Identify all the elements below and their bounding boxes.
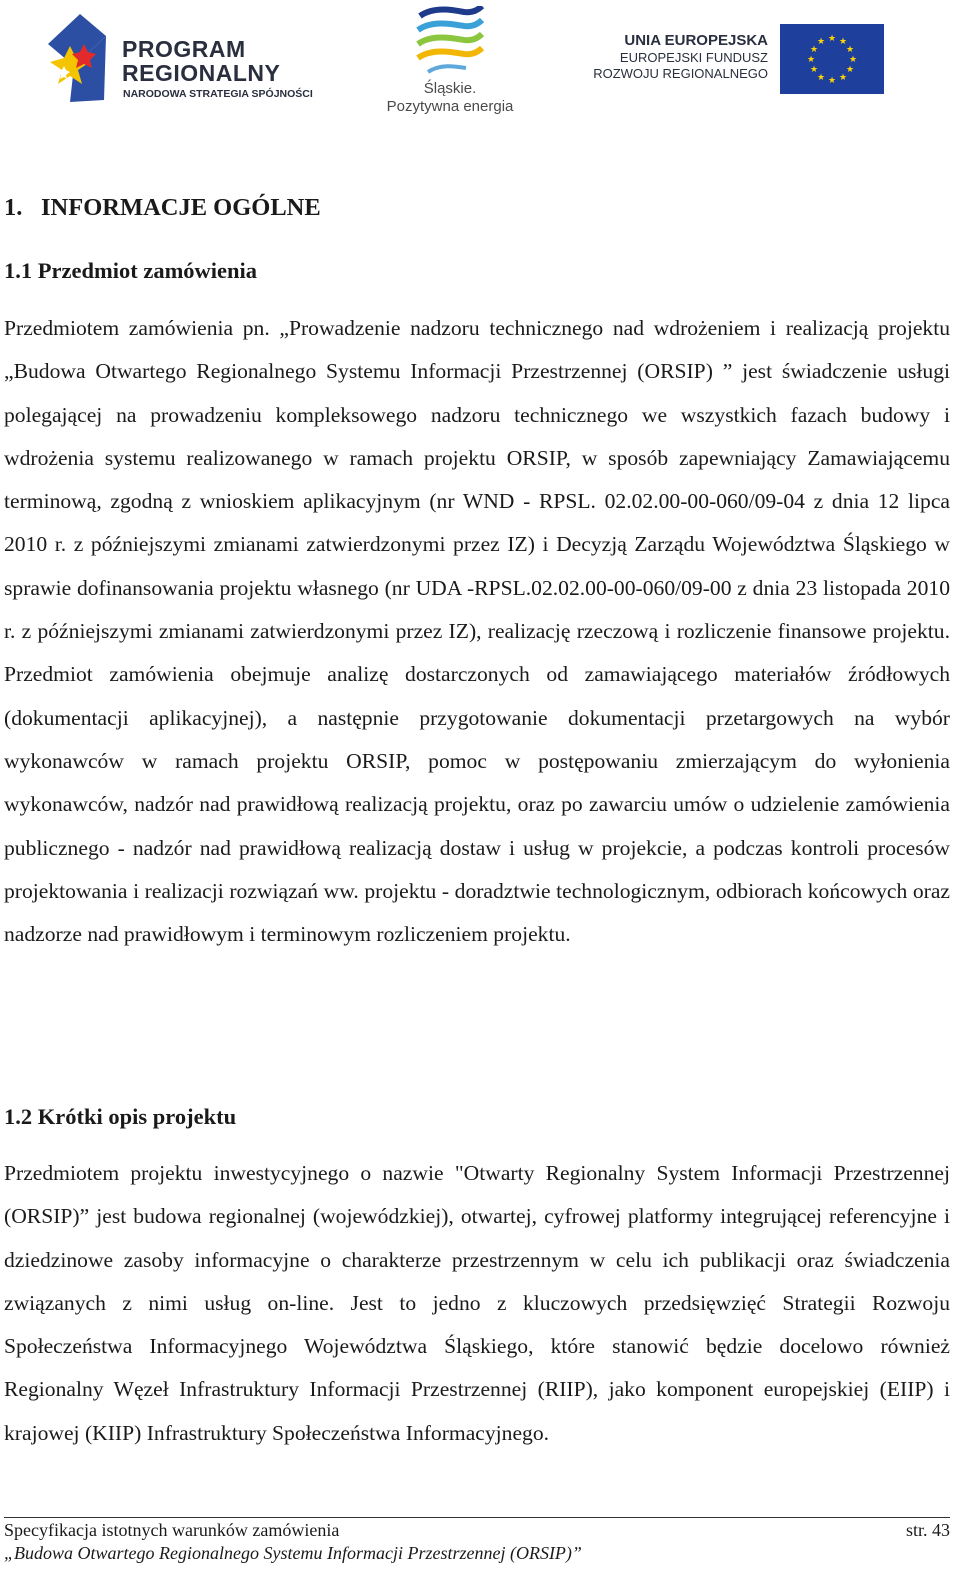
svg-text:★: ★ xyxy=(809,65,819,75)
eu-logo-line2: EUROPEJSKI FUNDUSZ xyxy=(619,50,768,65)
header-logos xyxy=(0,0,960,125)
svg-text:★: ★ xyxy=(806,55,816,65)
eu-logo xyxy=(588,24,888,96)
eu-logo-line1: UNIA EUROPEJSKA xyxy=(624,32,768,49)
section-title: INFORMACJE OGÓLNE xyxy=(41,194,321,221)
slaskie-logo-name: Śląskie. xyxy=(423,80,477,97)
svg-text:★: ★ xyxy=(848,55,858,65)
svg-text:★: ★ xyxy=(809,45,819,55)
footer-project-name: „Budowa Otwartego Regionalnego Systemu Informacji Przestrzennej (ORSIP)” xyxy=(4,1543,582,1563)
slaskie-logo xyxy=(380,6,520,118)
slaskie-waves-icon xyxy=(414,6,486,78)
svg-text:★: ★ xyxy=(838,37,848,47)
svg-text:★: ★ xyxy=(838,73,848,83)
subsection-heading-1-1: 1.1 Przedmiot zamówienia xyxy=(4,258,258,283)
eu-stars-icon xyxy=(780,24,884,94)
program-logo-line1: PROGRAM xyxy=(122,36,246,62)
eu-logo-text xyxy=(593,32,768,82)
section-heading-1 xyxy=(4,194,321,222)
program-regionalny-logo xyxy=(44,14,334,104)
footer-document-title: Specyfikacja istotnych warunków zamówienia xyxy=(4,1520,340,1540)
svg-text:★: ★ xyxy=(816,73,826,83)
footer-divider xyxy=(4,1517,950,1518)
slaskie-logo-tagline: Pozytywna energia xyxy=(386,98,514,115)
footer-page-number: str. 43 xyxy=(905,1520,950,1540)
svg-text:★: ★ xyxy=(845,45,855,55)
eu-logo-line3: ROZWOJU REGIONALNEGO xyxy=(593,66,768,81)
svg-text:★: ★ xyxy=(816,37,826,47)
eu-flag-icon xyxy=(780,24,884,94)
section-number: 1. xyxy=(4,194,23,221)
svg-text:★: ★ xyxy=(827,76,837,86)
program-logo-subtitle: NARODOWA STRATEGIA SPÓJNOŚCI xyxy=(123,88,313,100)
subsection-1-2-paragraph: Przedmiotem projektu inwestycyjnego o nazwie "Otwarty Regionalny System Informacji Przestrzennej (ORSIP)” jest budowa regionalnej (wojewódzkiej), otwartej, cyfrowej platformy integrującej referencyjne i dziedzinowe zasoby informacyjne o charakterze przestrzennym w celu ich publikacji oraz świadczenia związanych z nimi usług on-line. Jest to jedno z kluczowych przedsięwzięć Strategii Rozwoju Społeczeństwa Informacyjnego Województwa Śląskiego, które stanowić będzie docelowo również Regionalny Węzeł Infrastruktury Informacji Przestrzennej (RIIP), jako komponent europejskiej (EIIP) i krajowej (KIIP) Infrastruktury Społeczeństwa Informacyjnego. xyxy=(4,1161,950,1445)
svg-text:★: ★ xyxy=(845,65,855,75)
subsection-heading-1-2: 1.2 Krótki opis projektu xyxy=(4,1104,237,1129)
program-logo-line2: REGIONALNY xyxy=(122,60,281,86)
svg-text:★: ★ xyxy=(827,34,837,44)
program-regionalny-emblem-icon xyxy=(44,14,116,104)
subsection-1-1-paragraph: Przedmiotem zamówienia pn. „Prowadzenie nadzoru technicznego nad wdrożeniem i realizacją projektu „Budowa Otwartego Regionalnego Systemu Informacji Przestrzennej (ORSIP) ” jest świadczenie usługi polegającej na prowadzeniu kompleksowego nadzoru technicznego we wszystkich fazach budowy i wdrożenia systemu realizowanego w ramach projektu ORSIP, w sposób zapewniający Zamawiającemu terminową, zgodną z wnioskiem aplikacyjnym (nr WND - RPSL. 02.02.00-00-060/09-04 z dnia 12 lipca 2010 r. z późniejszymi zmianami zatwierdzonymi przez IZ) i Decyzją Zarządu Województwa Śląskiego w sprawie dofinansowania projektu własnego (nr UDA -RPSL.02.02.00-00-060/09-00 z dnia 23 listopada 2010 r. z późniejszymi zmianami zatwierdzonymi przez IZ), realizację rzeczową i rozliczenie finansowe projektu. Przedmiot zamówienia obejmuje analizę dostarczonych od zamawiającego materiałów źródłowych (dokumentacji aplikacyjnej), a następnie przygotowanie dokumentacji przetargowych na wybór wykonawców w ramach projektu ORSIP, pomoc w postępowaniu zmierzającym do wyłonienia wykonawców, nadzór nad prawidłową realizacją projektu, oraz po zawarciu umów o udzielenie zamówienia publicznego - nadzór nad prawidłową realizacją dostaw i usług w projekcie, a podczas kontroli procesów projektowania i realizacji rozwiązań ww. projektu - doradztwie technologicznym, odbiorach końcowych oraz nadzorze nad prawidłowym i terminowym rozliczeniem projektu. xyxy=(4,316,950,947)
